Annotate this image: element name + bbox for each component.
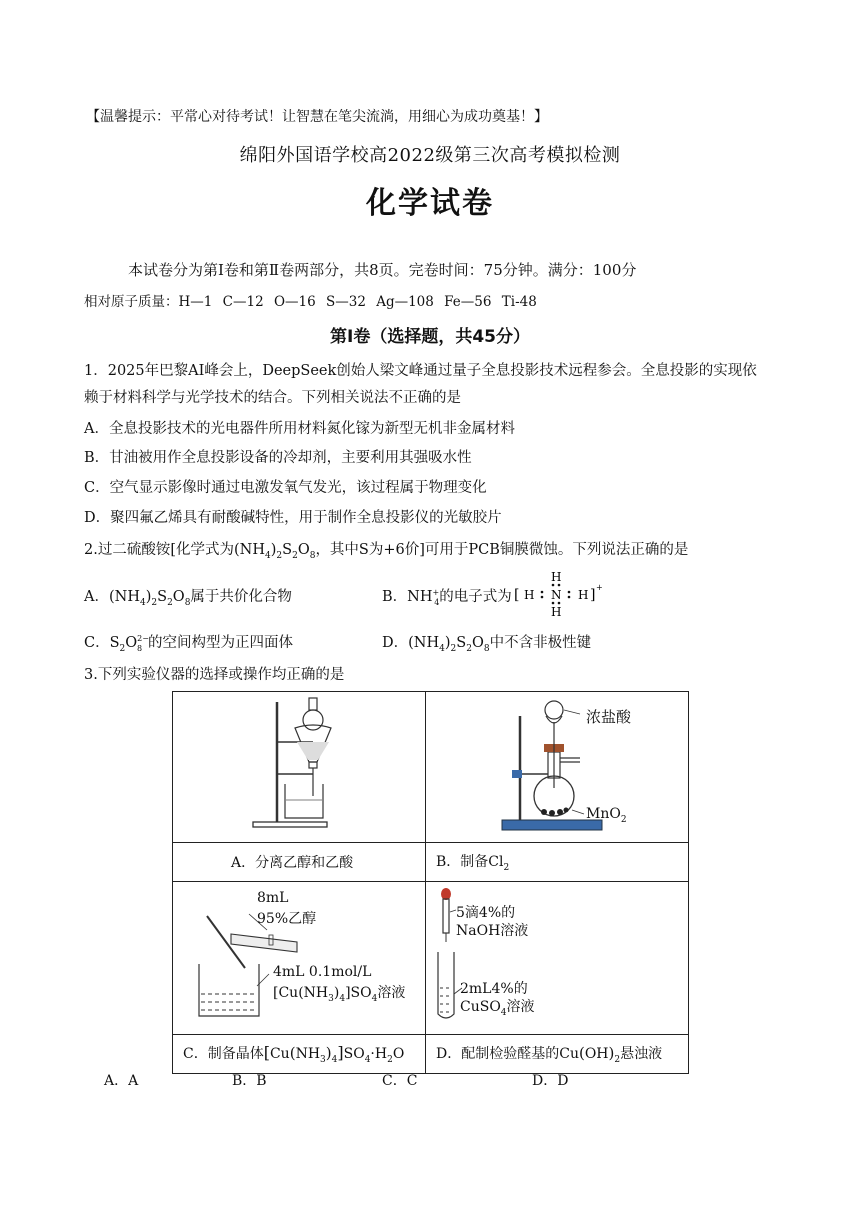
- q2-option-a: [84, 585, 292, 608]
- q3-answer-c: C．C: [382, 1073, 418, 1089]
- figure-b-cell: [426, 692, 689, 843]
- q1-stem-line1: 1．2025年巴黎AI峰会上，DeepSeek创始人梁文峰通过量子全息投影技术远程参会。全息投影的实现依: [84, 363, 757, 379]
- q2-formula: $(NH_4)_2S_2O_8$: [234, 542, 316, 561]
- caption-c: C．制备晶体$[Cu(NH_3)_4]SO_4\cdot H_2O$: [173, 1035, 426, 1074]
- svg-text:]: ]: [590, 587, 596, 603]
- label-d-naoh: NaOH溶液: [456, 923, 529, 939]
- q1-option-d: D．聚四氟乙烯具有耐酸碱特性，用于制作全息投影仪的光敏胶片: [84, 510, 502, 526]
- exam-intro: 本试卷分为第Ⅰ卷和第Ⅱ卷两部分，共8页。完卷时间：75分钟。满分：100分: [128, 261, 637, 279]
- svg-text:H: H: [551, 570, 562, 584]
- q2-option-d: [382, 631, 591, 654]
- caption-d: D．配制检验醛基的$Cu(OH)_2$悬浊液: [426, 1035, 689, 1074]
- atomic-masses: 相对原子质量：H—1 C—12 O—16 S—32 Ag—108 Fe—56 Ti-48: [84, 294, 537, 310]
- q3-answer-d: D．D: [532, 1073, 569, 1089]
- chlorine-generator-setup: [426, 692, 688, 838]
- svg-text:N: N: [551, 588, 562, 602]
- q2-stem: [84, 538, 688, 561]
- q2-d-prefix: D．: [382, 635, 409, 651]
- label-c-complex: $[Cu(NH_3)_4]SO_4$溶液: [273, 985, 406, 1004]
- separatory-funnel-setup: [173, 692, 425, 838]
- svg-text:H: H: [551, 605, 562, 619]
- school-heading: 绵阳外国语学校高2022级第三次高考模拟检测: [239, 145, 621, 166]
- q2-stem-pre: 2.过二硫酸铵[化学式为: [84, 542, 234, 558]
- label-d-volume: 2mL4%的: [460, 981, 528, 997]
- q1-stem-line2: 赖于材料科学与光学技术的结合。下列相关说法不正确的是: [84, 390, 461, 406]
- label-conc-hcl: 浓盐酸: [586, 708, 632, 726]
- label-d-cuso4: CuSO$_4$溶液: [460, 999, 535, 1018]
- crystal-preparation-setup: [173, 882, 425, 1030]
- q2-a-formula: $(NH_4)_2S_2O_8$: [108, 589, 191, 608]
- label-c-conc: 4mL 0.1mol/L: [273, 964, 372, 980]
- q2-option-b: B．$NH^+_4$的电子式为: [382, 588, 512, 607]
- section-heading: 第Ⅰ卷（选择题，共45分）: [330, 327, 530, 347]
- svg-text:+: +: [596, 583, 603, 592]
- q2-d-suffix: 中不含非极性键: [489, 635, 592, 651]
- label-c-volume: 8mL: [257, 890, 289, 906]
- figure-c-cell: [173, 882, 426, 1035]
- q1-option-a: A．全息投影技术的光电器件所用材料氮化镓为新型无机非金属材料: [84, 421, 515, 437]
- figure-d-cell: [426, 882, 689, 1035]
- caption-a: A．分离乙醇和乙酸: [173, 843, 426, 882]
- svg-text:H: H: [578, 588, 589, 602]
- q2-b-prefix: B．NH: [382, 589, 433, 605]
- q2-c-suffix: 的空间构型为正四面体: [148, 635, 294, 651]
- q2-a-prefix: A．: [84, 589, 109, 605]
- page-title: 化学试卷: [366, 186, 494, 221]
- svg-text:[: [: [514, 587, 520, 603]
- label-c-ethanol: 95%乙醇: [257, 911, 317, 927]
- q1-option-b: B．甘油被用作全息投影设备的冷却剂，主要利用其强吸水性: [84, 450, 472, 466]
- q2-a-suffix: 属于共价化合物: [190, 589, 292, 605]
- label-mno2: MnO$_2$: [586, 806, 627, 825]
- figure-a-cell: [173, 692, 426, 843]
- experiment-table: [172, 691, 689, 1074]
- q2-option-c: C．$S_2O^{2-}_8$ 的空间构型为正四面体: [84, 634, 294, 654]
- ammonium-electron-dot-diagram: [510, 568, 603, 619]
- q2-stem-post: ，其中S为+6价]可用于PCB铜膜微蚀。下列说法正确的是: [315, 542, 689, 558]
- q3-answer-a: A．A: [104, 1073, 139, 1089]
- svg-text:H: H: [524, 588, 535, 602]
- q3-answer-b: B．B: [232, 1073, 267, 1089]
- q2-d-formula: $(NH_4)_2S_2O_8$: [408, 635, 490, 654]
- caption-b: B．制备$Cl_2$: [426, 843, 689, 882]
- q2-b-mid: 的电子式为: [439, 589, 512, 605]
- q1-option-c: C．空气显示影像时通过电激发氧气发光，该过程属于物理变化: [84, 480, 487, 496]
- q2-c-prefix: C．S: [84, 635, 120, 651]
- exam-tip: 【温馨提示：平常心对待考试！让智慧在笔尖流淌，用细心为成功奠基！】: [86, 109, 548, 125]
- q3-stem: 3.下列实验仪器的选择或操作均正确的是: [84, 667, 345, 683]
- label-d-drops: 5滴4%的: [456, 905, 516, 921]
